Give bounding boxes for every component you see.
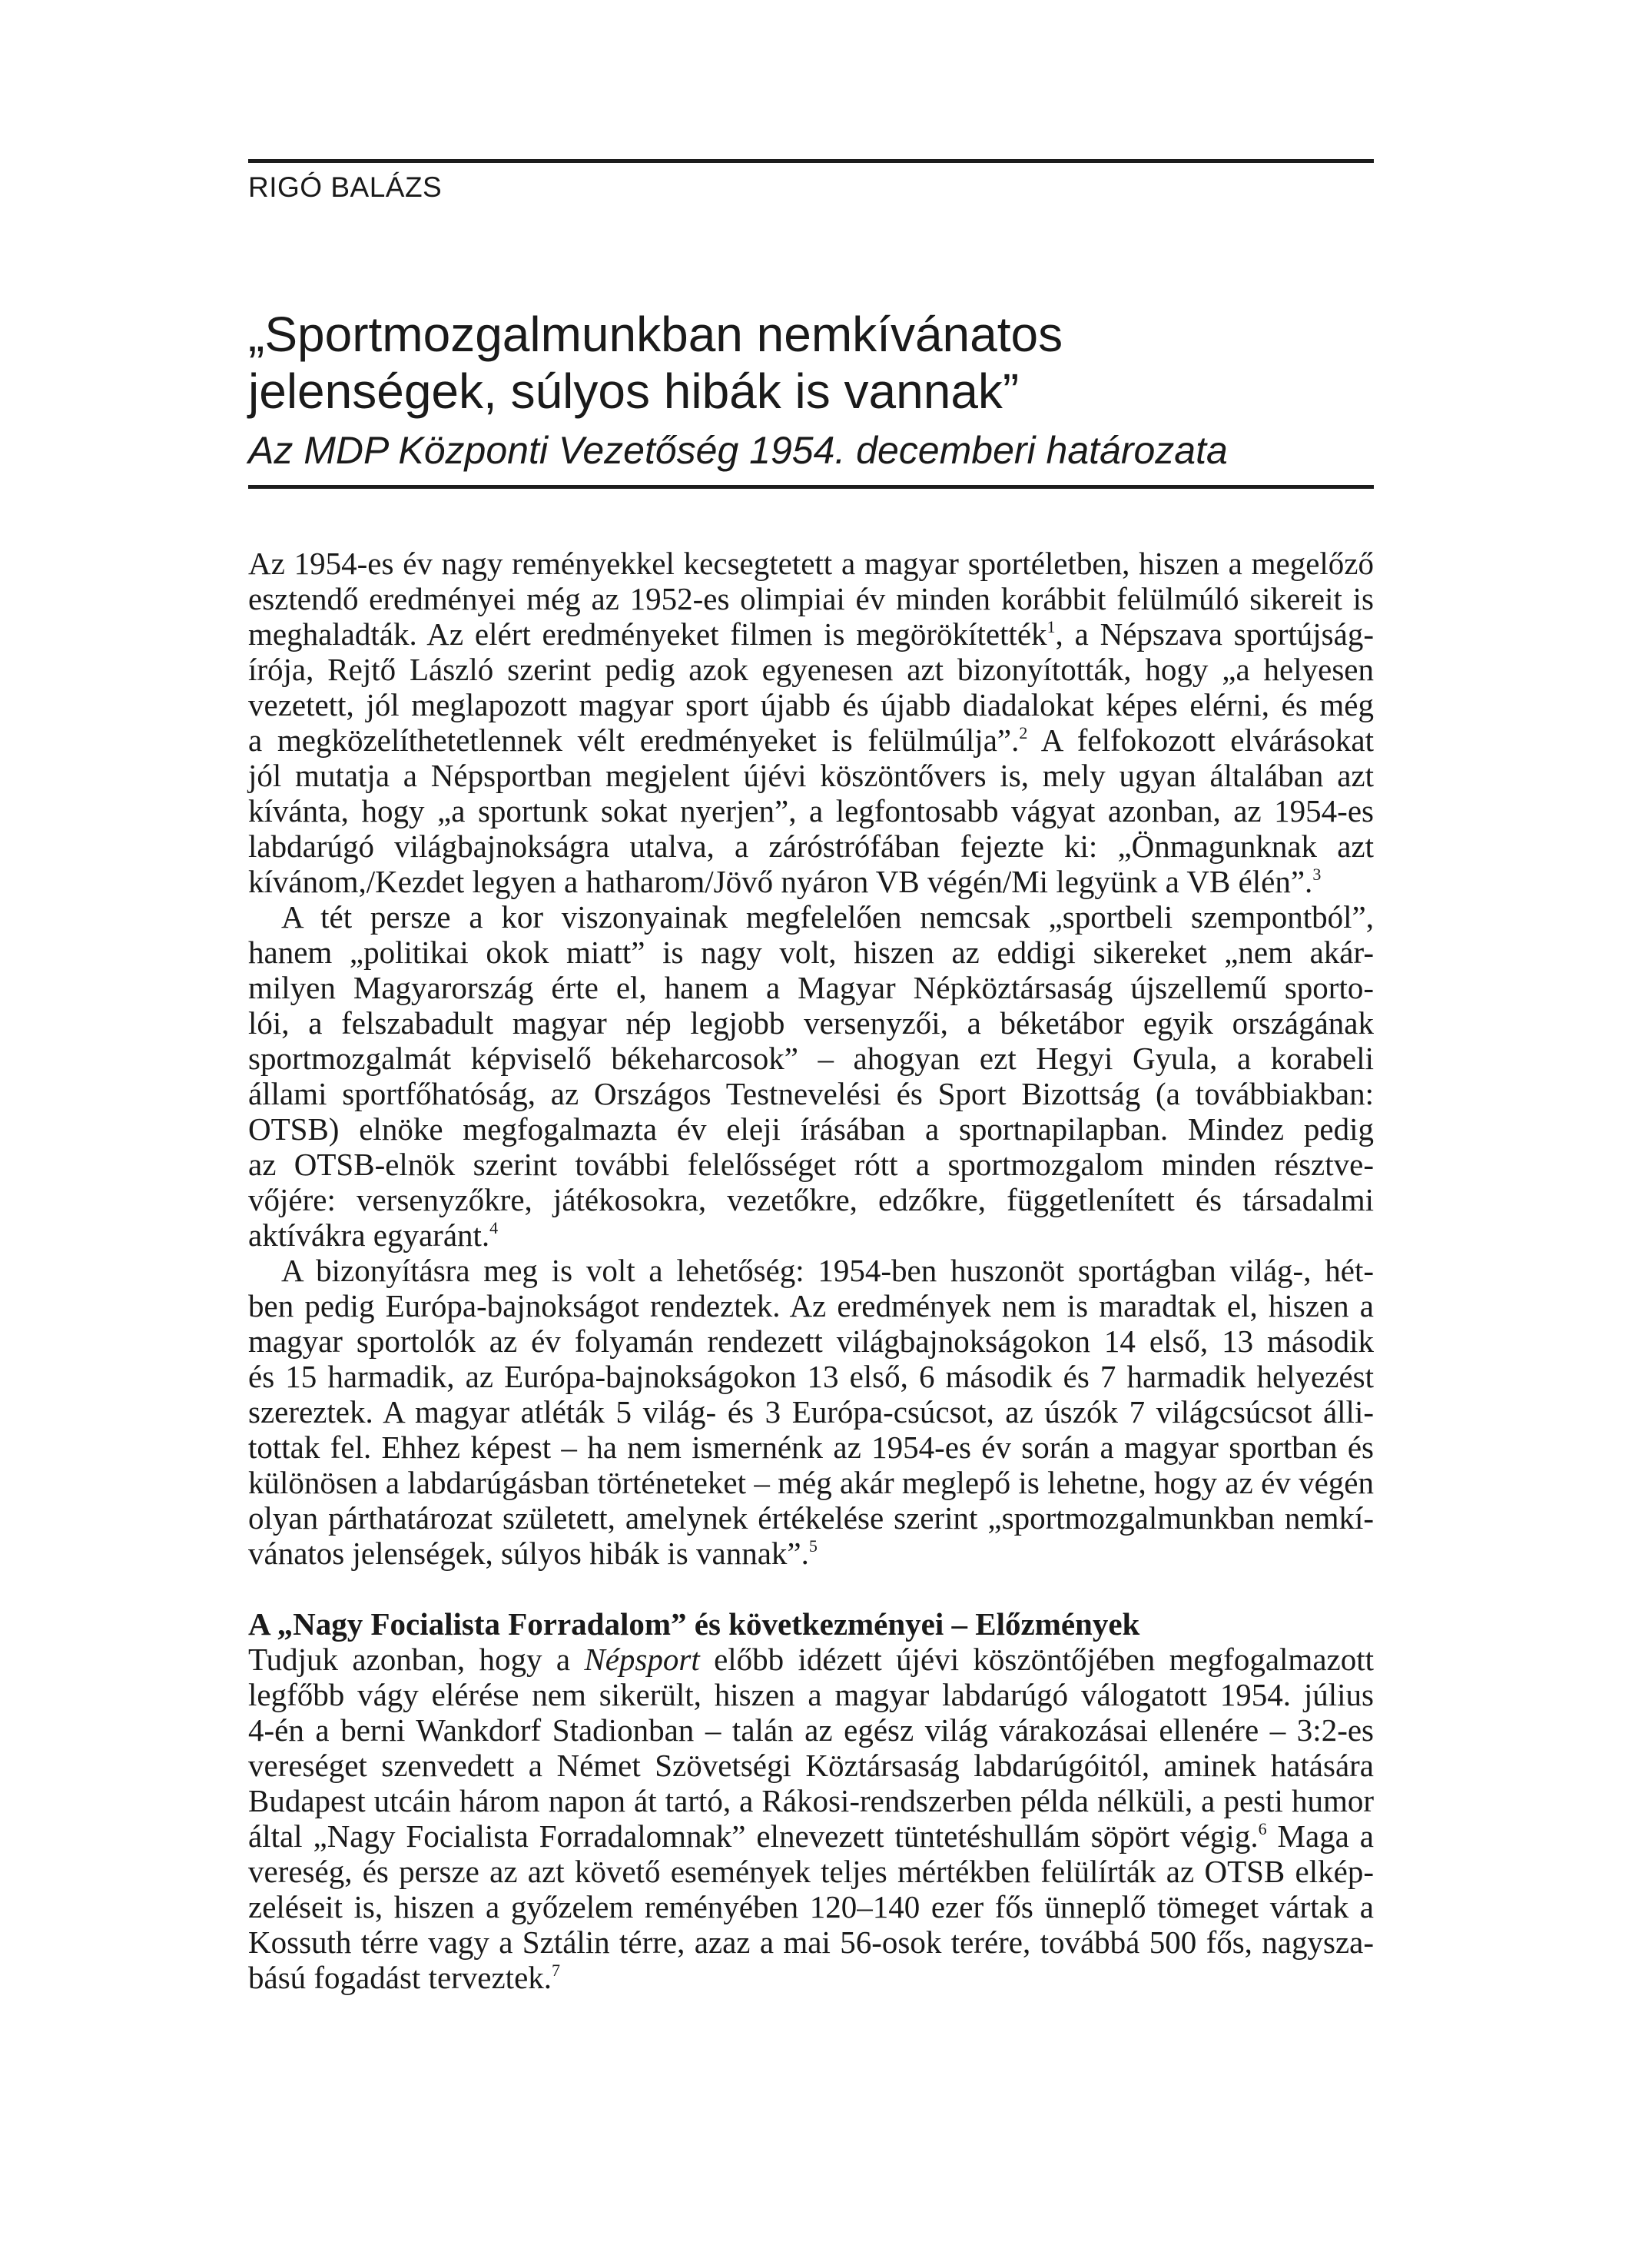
text-line: és 15 harmadik, az Európa-bajnokságokon 13 első, 6 második és 7 harmadik helyezést [248, 1359, 1374, 1394]
text-line: az OTSB-elnök szerint további felelősséget rótt a sportmozgalom minden résztve- [248, 1147, 1374, 1182]
text-line: vereség, és persze az azt követő események teljes mértékben felülírták az OTSB elkép- [248, 1854, 1374, 1889]
article-title [248, 306, 1063, 420]
text-line: hanem „politikai okok miatt” is nagy volt, hiszen az eddigi sikereket „nem akár- [248, 935, 1374, 970]
text-line: jól mutatja a Népsportban megjelent újévi köszöntővers is, mely ugyan általában azt [248, 758, 1374, 793]
text-line: lói, a felszabadult magyar nép legjobb versenyzői, a béketábor egyik országának [248, 1005, 1374, 1041]
text-line: tottak fel. Ehhez képest – ha nem ismernénk az 1954-es év során a magyar sportban és [248, 1430, 1374, 1465]
text-line: legfőbb vágy elérése nem sikerült, hiszen a magyar labdarúgó válogatott 1954. július [248, 1677, 1374, 1712]
text-line: esztendő eredményei még az 1952-es olimpiai év minden korábbit felülmúló sikereit is [248, 581, 1374, 616]
text-line: bású fogadást terveztek.$^7$ [248, 1960, 561, 1995]
text-line: aktívákra egyaránt.$^4$ [248, 1217, 499, 1253]
footnote-marker: 5 [808, 1536, 818, 1556]
text-line: sportmozgalmát képviselő békeharcosok” – ahogyan ezt Hegyi Gyula, a korabeli [248, 1041, 1374, 1076]
footnote-marker: 6 [1258, 1819, 1267, 1838]
footnote-marker: 4 [489, 1218, 499, 1237]
text-line: írója, Rejtő László szerint pedig azok egyenesen azt bizonyították, hogy „a helyesen [248, 652, 1374, 687]
title-bottom-rule [248, 485, 1374, 489]
text-line: milyen Magyarország érte el, hanem a Magyar Népköztársaság újszellemű sporto- [248, 970, 1374, 1005]
footnote-marker: 7 [552, 1961, 561, 1980]
text-line: vánatos jelenségek, súlyos hibák is vannak”.$^5$ [248, 1536, 818, 1571]
author-name: RIGÓ BALÁZS [248, 171, 443, 203]
text-line: A tét persze a kor viszonyainak megfelelően nemcsak „sportbeli szempontból”, [281, 899, 1374, 935]
text-line: szereztek. A magyar atléták 5 világ- és 3 Európa-csúcsot, az úszók 7 világcsúcsot álli- [248, 1394, 1374, 1430]
footnote-marker: 1 [1047, 617, 1056, 636]
text-line: vőjére: versenyzőkre, játékosokra, vezetőkre, edzőkre, függetlenített és társadalmi [248, 1182, 1374, 1217]
text-line: meghaladták. Az elért eredményeket filmen is megörökítették$^1$, a Népszava sportújság- [248, 616, 1374, 652]
section-heading: A „Nagy Focialista Forradalom” és következményei – Előzmények [248, 1606, 1140, 1642]
section-gap [248, 1571, 1374, 1606]
title-line: jelenségek, súlyos hibák is vannak” [248, 364, 1020, 419]
text-line: vereséget szenvedett a Német Szövetségi Köztársaság labdarúgóitól, aminek hatására [248, 1748, 1374, 1783]
text-line: A bizonyításra meg is volt a lehetőség: 1954-ben huszonöt sportágban világ-, hét- [281, 1253, 1374, 1288]
text-line: a megközelíthetetlennek vélt eredményeket is felülmúlja”.$^2$ A felfokozott elvárásokat [248, 722, 1374, 758]
top-rule [248, 159, 1374, 163]
text-line: 4-én a berni Wankdorf Stadionban – talán az egész világ várakozásai ellenére – 3:2-es [248, 1712, 1374, 1748]
text-line: különösen a labdarúgásban történeteket – még akár meglepő is lehetne, hogy az év végén [248, 1465, 1374, 1500]
text-line: ben pedig Európa-bajnokságot rendeztek. Az eredmények nem is maradtak el, hiszen a [248, 1288, 1374, 1323]
text-line: vezetett, jól meglapozott magyar sport újabb és újabb diadalokat képes elérni, és még [248, 687, 1374, 722]
text-line: Az 1954-es év nagy reményekkel kecsegtetett a magyar sportéletben, hiszen a megelőző [248, 546, 1374, 581]
footnote-marker: 3 [1312, 865, 1322, 884]
italic-title: Népsport [584, 1642, 700, 1677]
text-line: által „Nagy Focialista Forradalomnak” elnevezett tüntetéshullám söpört végig.$^6$ Maga a [248, 1818, 1374, 1854]
text-line: olyan párthatározat született, amelynek értékelése szerint „sportmozgalmunkban nemkí- [248, 1500, 1374, 1536]
article-body [248, 546, 1374, 1995]
text-line: kívánom,/Kezdet legyen a hatharom/Jövő nyáron VB végén/Mi legyünk a VB élén”.$^3$ [248, 864, 1322, 899]
text-line: állami sportfőhatóság, az Országos Testnevelési és Sport Bizottság (a továbbiakban: [248, 1076, 1374, 1111]
text-line: labdarúgó világbajnokságra utalva, a záróstrófában fejezte ki: „Önmagunknak azt [248, 829, 1374, 864]
text-line: zeléseit is, hiszen a győzelem reményében 120–140 ezer fős ünneplő tömeget vártak a [248, 1889, 1374, 1924]
text-line: Budapest utcáin három napon át tartó, a Rákosi-rendszerben példa nélküli, a pesti humor [248, 1783, 1374, 1818]
text-line: magyar sportolók az év folyamán rendezett világbajnokságokon 14 első, 13 második [248, 1323, 1374, 1359]
title-line: „Sportmozgalmunkban nemkívánatos [248, 307, 1063, 362]
text-line: Kossuth térre vagy a Sztálin térre, azaz a mai 56-osok terére, továbbá 500 fős, nagysza- [248, 1924, 1374, 1960]
footnote-marker: 2 [1019, 723, 1028, 742]
text-line: OTSB) elnöke megfogalmazta év eleji írásában a sportnapilapban. Mindez pedig [248, 1111, 1374, 1147]
text-line: Tudjuk azonban, hogy a Népsport előbb idézett újévi köszöntőjében megfogalmazott [248, 1642, 1374, 1677]
article-subtitle: Az MDP Központi Vezetőség 1954. decemberi határozata [248, 429, 1228, 472]
text-line: kívánta, hogy „a sportunk sokat nyerjen”, a legfontosabb vágyat azonban, az 1954-es [248, 793, 1374, 829]
